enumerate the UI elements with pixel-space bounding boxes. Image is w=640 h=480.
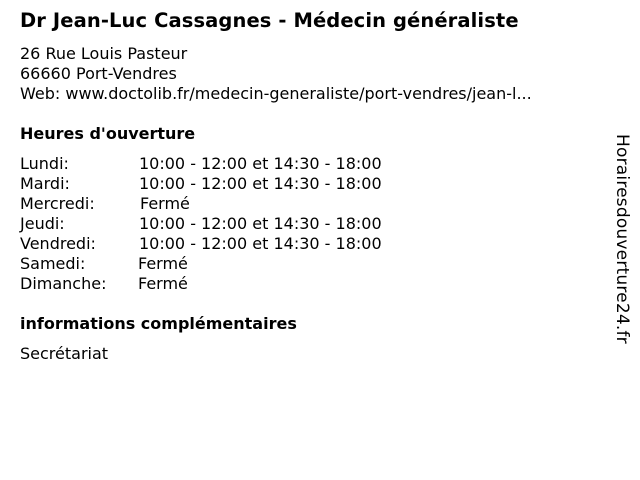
time-value: 10:00 - 12:00 et 14:30 - 18:00 [139, 154, 382, 173]
time-value: 10:00 - 12:00 et 14:30 - 18:00 [139, 214, 382, 233]
time-value: 10:00 - 12:00 et 14:30 - 18:00 [139, 234, 382, 253]
address-block [20, 44, 532, 104]
day-label: Dimanche: [20, 274, 107, 293]
day-label: Mercredi: [20, 194, 95, 213]
opening-hours-heading: Heures d'ouverture [20, 124, 196, 143]
time-value: 10:00 - 12:00 et 14:30 - 18:00 [139, 174, 382, 193]
day-label: Lundi: [20, 154, 69, 173]
time-value: Fermé [138, 254, 188, 273]
time-value: Fermé [138, 274, 188, 293]
day-label: Samedi: [20, 254, 86, 273]
day-label: Jeudi: [20, 214, 65, 233]
additional-info-heading: informations complémentaires [20, 314, 297, 333]
site-watermark: Horairesdouverture24.fr [612, 134, 632, 344]
day-label: Vendredi: [20, 234, 96, 253]
additional-info-text: Secrétariat [20, 344, 109, 363]
city-address: 66660 Port-Vendres [20, 64, 177, 83]
day-label: Mardi: [20, 174, 70, 193]
website-link[interactable]: Web: www.doctolib.fr/medecin-generaliste/port-vendres/jean-l... [20, 84, 532, 103]
doctor-title: Dr Jean-Luc Cassagnes - Médecin généraliste [20, 9, 519, 32]
street-address: 26 Rue Louis Pasteur [20, 44, 188, 63]
time-value: Fermé [140, 194, 190, 213]
